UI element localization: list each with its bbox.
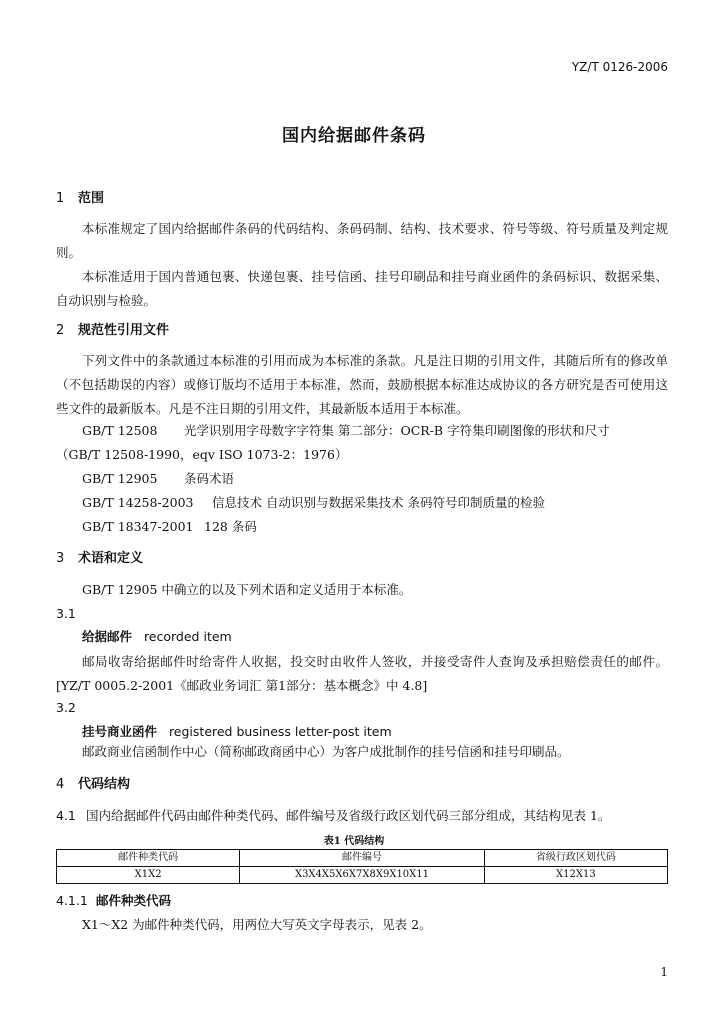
paragraph: 邮政商业信函制作中心（简称邮政商函中心）为客户成批制作的挂号信函和挂号印刷品。	[82, 744, 570, 759]
clause-number: 4.1.1	[56, 893, 88, 908]
clause-text: 国内给据邮件代码由邮件种类代码、邮件编号及省级行政区划代码三部分组成，其结构见表 1。	[86, 808, 611, 823]
paragraph: 本标准规定了国内给据邮件条码的代码结构、条码码制、结构、技术要求、符号等级、符号质量及判定规则。	[56, 221, 668, 260]
section-title: 规范性引用文件	[78, 323, 170, 338]
section-number: 1	[56, 191, 65, 206]
table-caption: 表1 代码结构	[323, 836, 385, 847]
reference-item	[82, 423, 668, 440]
section-2-body	[56, 349, 668, 421]
paragraph: 邮局收寄给据邮件时给寄件人收据，投交时由收件人签收，并接受寄件人查询及承担赔偿责任的邮件。[YZ/T 0005.2-2001《邮政业务词汇 第1部分：基本概念》中 4.8]	[56, 654, 668, 693]
reference-continuation: （GB/T 12508-1990，eqv ISO 1073-2：1976）	[56, 447, 348, 462]
term-name: 挂号商业函件	[82, 724, 158, 739]
table-cell: X1X2	[57, 867, 240, 884]
clause-4-1	[56, 808, 668, 825]
reference-code: GB/T 14258-2003	[82, 495, 194, 510]
term-name: 给据邮件	[82, 629, 133, 644]
clause-number: 4.1	[56, 808, 76, 823]
paragraph: 本标准适用于国内普通包裹、快递包裹、挂号信函、挂号印刷品和挂号商业函件的条码标识、数据采集、自动识别与检验。	[56, 269, 668, 308]
column-header: 邮件种类代码	[57, 850, 240, 867]
reference-title: 信息技术 自动识别与数据采集技术 条码符号印制质量的检验	[212, 495, 545, 510]
reference-code: GB/T 12905	[82, 471, 158, 486]
table-row	[57, 867, 668, 884]
column-header: 邮件编号	[240, 850, 484, 867]
reference-title: 128 条码	[204, 519, 257, 534]
code-structure-table	[56, 849, 668, 884]
section-4-heading	[56, 776, 130, 794]
reference-item	[82, 519, 257, 536]
section-title: 术语和定义	[78, 551, 144, 566]
section-title: 范围	[78, 191, 105, 206]
section-number: 3	[56, 551, 65, 566]
doc-code-header: YZ/T 0126-2006	[571, 60, 668, 74]
section-2-heading	[56, 322, 169, 340]
clause-4-1-1-text: X1～X2 为邮件种类代码，用两位大写英文字母表示，见表 2。	[82, 917, 432, 932]
term-3-1-definition	[56, 650, 668, 698]
clause-4-1-1	[56, 893, 171, 910]
reference-title: 光学识别用字母数字字符集 第二部分：OCR-B 字符集印刷图像的形状和尺寸	[184, 423, 610, 438]
term-3-1	[82, 629, 232, 646]
section-number: 2	[56, 323, 65, 338]
page-number: 1	[660, 965, 668, 979]
paragraph: 下列文件中的条款通过本标准的引用而成为本标准的条款。凡是注日期的引用文件，其随后所有的修改单（不包括勘误的内容）或修订版均不适用于本标准，然而，鼓励根据本标准达成协议的各方研究是否可使用这些文件的最新版本。凡是不注日期的引用文件，其最新版本适用于本标准。	[56, 353, 668, 416]
document-title: 国内给据邮件条码	[282, 126, 426, 146]
table-cell: X12X13	[484, 867, 667, 884]
table-cell: X3X4X5X6X7X8X9X10X11	[240, 867, 484, 884]
section-title: 代码结构	[78, 777, 131, 792]
section-number: 4	[56, 777, 65, 792]
reference-code: GB/T 18347-2001	[82, 519, 194, 534]
term-3-2	[82, 724, 392, 741]
reference-code: GB/T 12508	[82, 423, 158, 438]
term-3-2-definition	[56, 740, 668, 764]
term-english: registered business letter-post item	[168, 724, 392, 739]
section-1-body	[56, 217, 668, 313]
reference-title: 条码术语	[184, 471, 235, 486]
column-header: 省级行政区划代码	[484, 850, 667, 867]
clause-number: 3.1	[56, 606, 76, 621]
section-3-heading	[56, 550, 143, 568]
clause-number: 3.2	[56, 700, 76, 715]
clause-title: 邮件种类代码	[96, 893, 172, 908]
reference-item	[82, 495, 545, 512]
table-header-row	[57, 850, 668, 867]
terms-intro: GB/T 12905 中确立的以及下列术语和定义适用于本标准。	[82, 582, 412, 597]
section-1-heading	[56, 190, 104, 208]
reference-item	[82, 471, 234, 488]
term-english: recorded item	[143, 629, 232, 644]
